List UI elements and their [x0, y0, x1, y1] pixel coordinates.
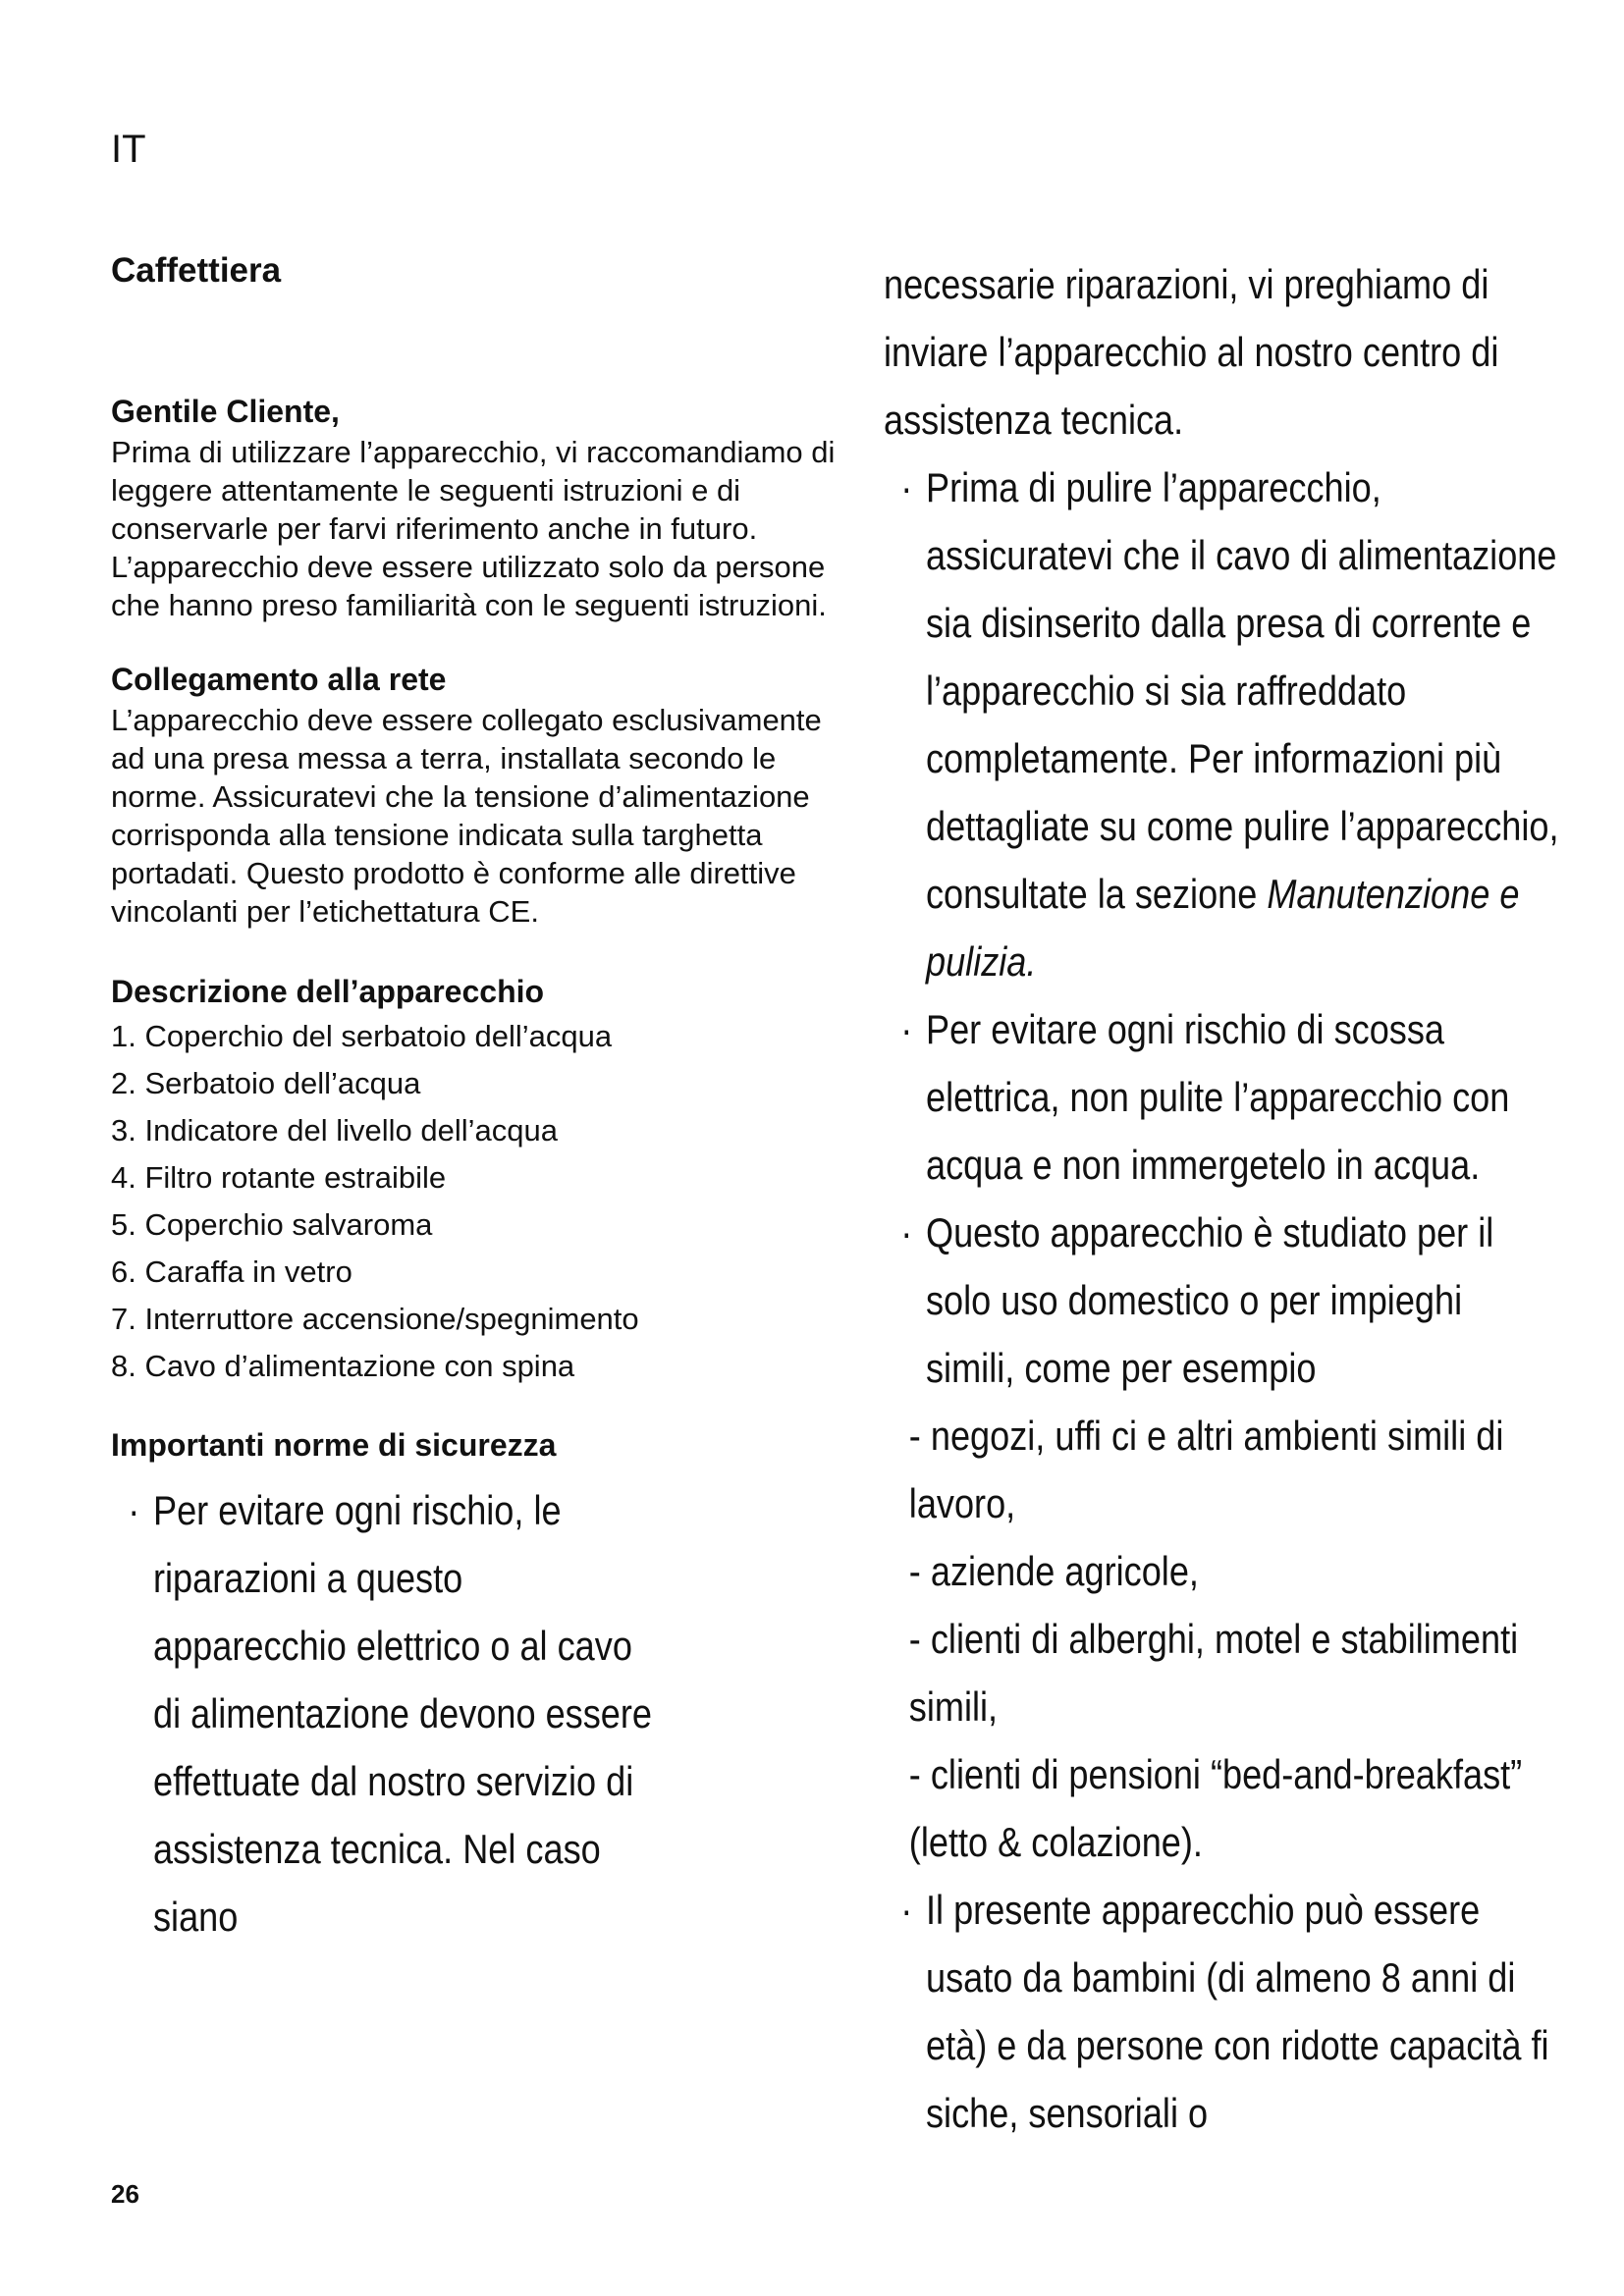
- list-item: 8. Cavo d’alimentazione con spina: [111, 1349, 575, 1383]
- safety-right-column-text: [884, 250, 1559, 2147]
- safety-bullet-3: [884, 995, 1559, 1199]
- bullet-icon: ·: [900, 1209, 913, 1255]
- greeting-text: Prima di utilizzare l’apparecchio, vi raccomandiamo di leggere attentamente le seguenti istruzioni e di conservarle per farvi riferimento anche in futuro. L’apparecchio deve essere utilizzato solo da persone che hanno preso familiarità con le seguenti istruzioni.: [111, 435, 836, 622]
- safety-bullet-2: [884, 454, 1559, 995]
- safety-bullet-1: [111, 1476, 660, 1950]
- safety-heading: Importanti norme di sicurezza: [111, 1427, 557, 1463]
- list-item: 4. Filtro rotante estraibile: [111, 1160, 447, 1195]
- list-item: 2. Serbatoio dell’acqua: [111, 1066, 421, 1100]
- safety-bullet-5-text: Il presente apparecchio può essere usato da bambini (di almeno 8 anni di età) e da persone con ridotte capacità fi siche, sensoriali o: [926, 1887, 1549, 2136]
- document-title: Caffettiera: [111, 251, 282, 290]
- safety-bullet-4: [884, 1199, 1559, 1402]
- connection-text: L’apparecchio deve essere collegato esclusivamente ad una presa messa a terra, installata secondo le norme. Assicuratevi che la tensione d’alimentazione corrisponda alla tensione indicata sulla targhetta portadati. Questo prodotto è conforme alle direttive vincolanti per l’etichettatura CE.: [111, 703, 822, 929]
- safety-bullet-4-text: Questo apparecchio è studiato per il solo uso domestico o per impieghi simili, come per esempio: [926, 1209, 1494, 1391]
- list-item: 7. Interruttore accensione/spegnimento: [111, 1302, 639, 1336]
- dash-item: - clienti di pensioni “bed-and-breakfast” (letto & colazione).: [908, 1751, 1523, 1865]
- list-item: 1. Coperchio del serbatoio dell’acqua: [111, 1019, 613, 1053]
- left-column: [111, 250, 838, 1950]
- dash-item: - clienti di alberghi, motel e stabilimenti simili,: [908, 1616, 1519, 1730]
- right-column: [884, 250, 1561, 2147]
- list-item: 3. Indicatore del livello dell’acqua: [111, 1113, 558, 1148]
- page-number: 26: [111, 2179, 139, 2209]
- parts-list: [111, 1013, 838, 1390]
- safety-bullet-3-text: Per evitare ogni rischio di scossa elettrica, non pulite l’apparecchio con acqua e non immergetelo in acqua.: [926, 1006, 1510, 1188]
- language-code: IT: [111, 128, 146, 171]
- safety-bullet-2-text: Prima di pulire l’apparecchio, assicuratevi che il cavo di alimentazione sia disinserito dalla presa di corrente e l’apparecchio si sia raffreddato completamente. Per informazioni più dettagliate su come pulire l’apparecchio, consultate la sezione: [926, 464, 1559, 917]
- safety-bullet-2-italic: Manutenzione e pulizia.: [926, 871, 1520, 985]
- bullet-icon: ·: [128, 1487, 140, 1533]
- dash-item: - aziende agricole,: [908, 1548, 1199, 1594]
- safety-bullet-5: [884, 1876, 1559, 2147]
- description-heading: Descrizione dell’apparecchio: [111, 974, 545, 1009]
- bullet-icon: ·: [900, 1006, 913, 1052]
- safety-bullet-1-text: Per evitare ogni rischio, le riparazioni a questo apparecchio elettrico o al cavo di alimentazione devono essere effettuate dal nostro servizio di assistenza tecnica. Nel caso siano: [153, 1487, 653, 1940]
- bullet-icon: ·: [900, 464, 913, 510]
- list-item: 6. Caraffa in vetro: [111, 1255, 352, 1289]
- connection-heading: Collegamento alla rete: [111, 662, 447, 697]
- safety-bullet-1-continuation: necessarie riparazioni, vi preghiamo di inviare l’apparecchio al nostro centro di assistenza tecnica.: [884, 261, 1499, 443]
- bullet-icon: ·: [900, 1887, 913, 1933]
- greeting-heading: Gentile Cliente,: [111, 394, 340, 429]
- list-item: 5. Coperchio salvaroma: [111, 1207, 433, 1242]
- dash-item: - negozi, uffi ci e altri ambienti simili di lavoro,: [908, 1413, 1504, 1526]
